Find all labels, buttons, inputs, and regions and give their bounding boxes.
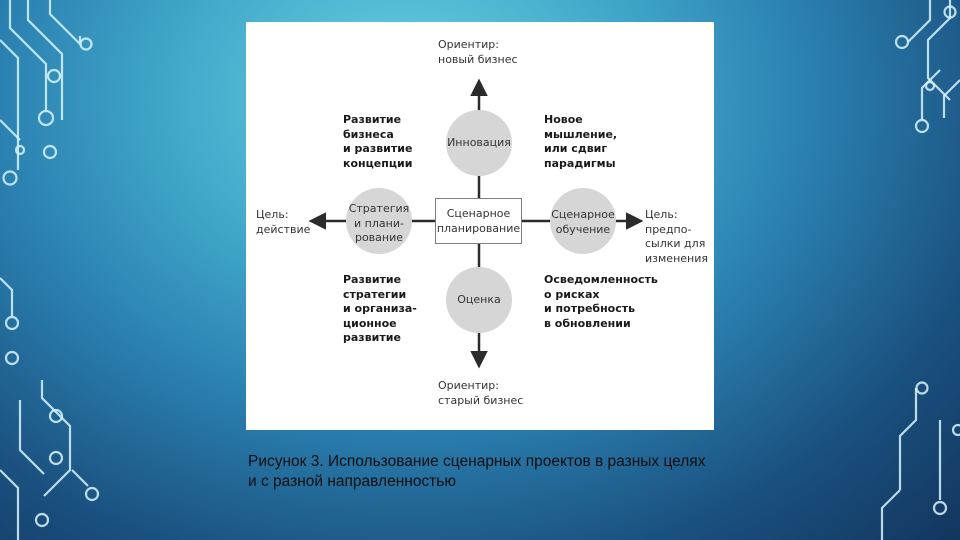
quadrant-top-right-text: Новое мышление, или сдвиг парадигмы bbox=[544, 113, 618, 170]
bottom-orientation-label: Ориентир: старый бизнес bbox=[438, 379, 524, 407]
node-strategy-label: Стратегия и плани- рование bbox=[348, 202, 410, 244]
node-assessment-label: Оценка bbox=[457, 293, 501, 306]
left-goal-label: Цель: действие bbox=[256, 208, 311, 236]
quadrant-bottom-left-text: Развитие стратегии и организа- ционное развитие bbox=[343, 273, 417, 344]
right-goal-label: Цель: предпо- сылки для изменения bbox=[645, 208, 708, 265]
top-orientation-label: Ориентир: новый бизнес bbox=[438, 38, 518, 66]
center-box-label: Сценарное планирование bbox=[436, 207, 521, 235]
quadrant-bottom-right-text: Осведомленность о рисках и потребность в обновлении bbox=[544, 273, 658, 330]
node-innovation-label: Инновация bbox=[447, 136, 511, 149]
figure-panel bbox=[246, 22, 714, 430]
node-scenario-learning-label: Сценарное обучение bbox=[551, 208, 615, 236]
figure-caption: Рисунок 3. Использование сценарных проектов в разных целях и с разной направленностью bbox=[248, 453, 706, 490]
quadrant-top-left-text: Развитие бизнеса и развитие концепции bbox=[343, 113, 413, 170]
